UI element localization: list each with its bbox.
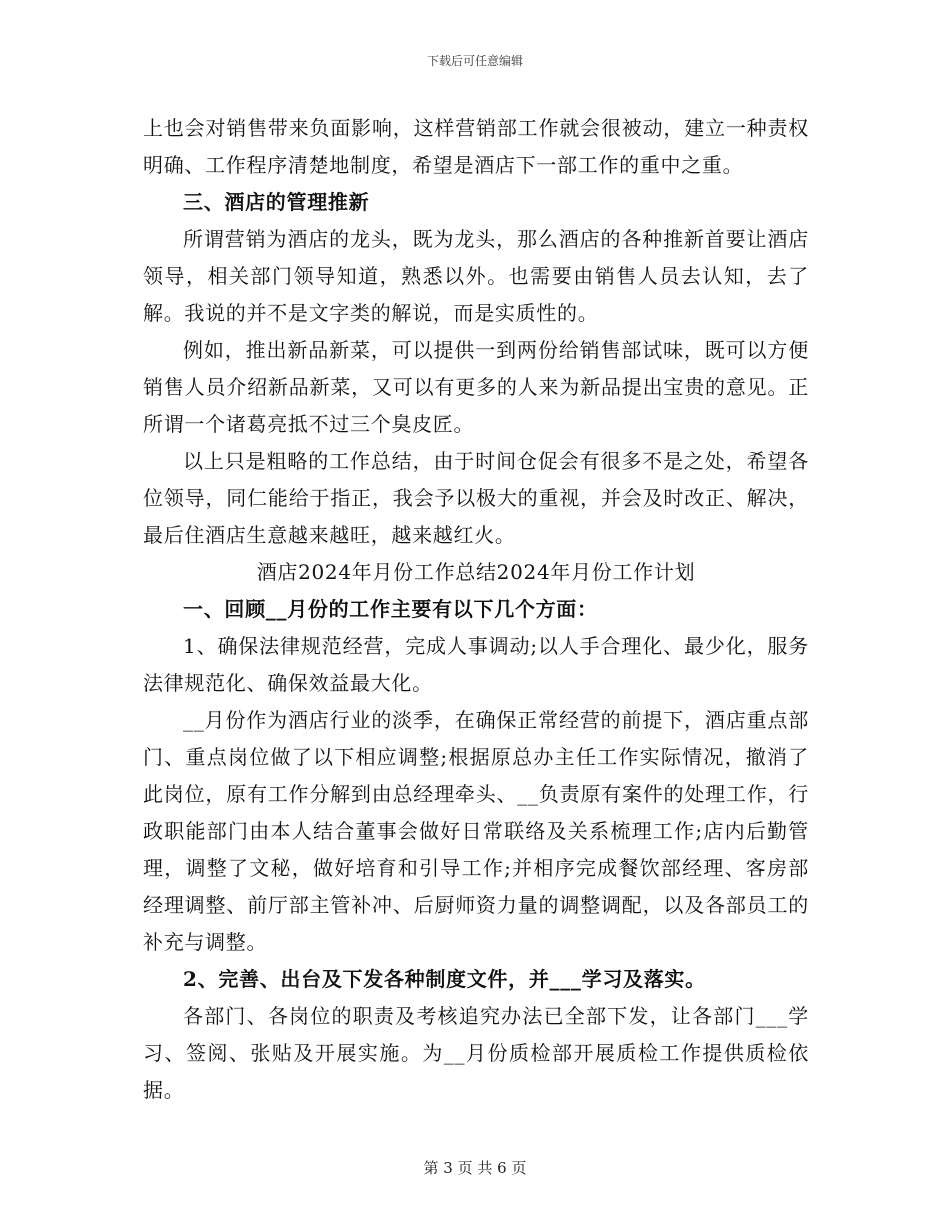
document-title: 酒店2024年月份工作总结2024年月份工作计划 bbox=[256, 560, 696, 584]
page-header: 下载后可任意编辑 bbox=[426, 54, 523, 68]
section-heading-review: 一、回顾__月份的工作主要有以下几个方面： bbox=[183, 597, 598, 621]
paragraph-marketing-lead: 所谓营销为酒店的龙头，既为龙头，那么酒店的各种推新首要让酒店领导，相关部门领导知道，熟悉以外。也需要由销售人员去认知，去了解。我说的并不是文字类的解说，而是实质性的。 bbox=[143, 227, 809, 325]
document-body bbox=[143, 110, 809, 1109]
page-footer: 第 3 页 共 6 页 bbox=[423, 1159, 527, 1177]
paragraph-departments: 各部门、各岗位的职责及考核追究办法已全部下发，让各部门___学习、签阅、张贴及开展实施。为__月份质检部开展质检工作提供质检依据。 bbox=[143, 1004, 809, 1102]
section-heading-innovation: 三、酒店的管理推新 bbox=[183, 190, 370, 214]
paragraph-example: 例如，推出新品新菜，可以提供一到两份给销售部试味，既可以方便销售人员介绍新品新菜，又可以有更多的人来为新品提出宝贵的意见。正所谓一个诸葛亮抵不过三个臭皮匠。 bbox=[143, 338, 809, 436]
paragraph-off-season: __月份作为酒店行业的淡季，在确保正常经营的前提下，酒店重点部门、重点岗位做了以下相应调整;根据原总办主任工作实际情况，撤消了此岗位，原有工作分解到由总经理牵头、__负责原有案件的处理工作，行政职能部门由本人结合董事会做好日常联络及关系梳理工作;店内后勤管理，调整了文秘，做好培育和引导工作;并相序完成餐饮部经理、客房部经理调整、前厅部主管补冲、后厨师资力量的调整调配，以及各部员工的补充与调整。 bbox=[143, 708, 809, 954]
section-heading-item-2: 2、完善、出台及下发各种制度文件，并___学习及落实。 bbox=[183, 967, 706, 991]
paragraph-continuation: 上也会对销售带来负面影响，这样营销部工作就会很被动，建立一种责权明确、工作程序清楚地制度，希望是酒店下一部工作的重中之重。 bbox=[143, 116, 809, 177]
paragraph-conclusion: 以上只是粗略的工作总结，由于时间仓促会有很多不是之处，希望各位领导，同仁能给于指正，我会予以极大的重视，并会及时改正、解决，最后住酒店生意越来越旺，越来越红火。 bbox=[143, 449, 809, 547]
paragraph-item-1: 1、确保法律规范经营，完成人事调动;以人手合理化、最少化，服务法律规范化、确保效益最大化。 bbox=[143, 634, 809, 695]
